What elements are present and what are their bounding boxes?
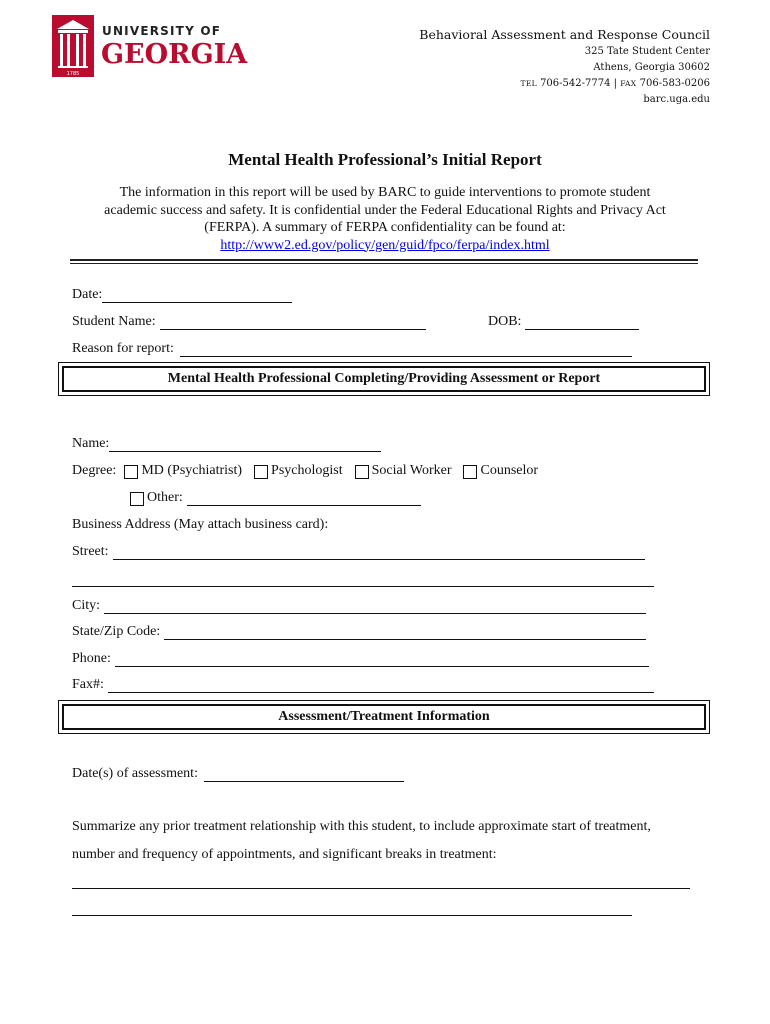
- summary-line-2: [72, 845, 497, 863]
- section-professional-header: [58, 362, 710, 396]
- street-line-2-row: [72, 569, 654, 587]
- logo-year: 1785: [66, 71, 80, 77]
- tel-number: 706-542-7774: [540, 78, 611, 89]
- psychologist-label: Psychologist: [271, 463, 343, 478]
- city-label: City:: [72, 598, 101, 613]
- degree-label: Degree:: [72, 463, 117, 478]
- fax-field-label: Fax#:: [72, 677, 104, 692]
- separator: |: [613, 78, 618, 89]
- section-assessment-header: [58, 700, 710, 734]
- summary-text-1: Summarize any prior treatment relationship with this student, to include approximate start of treatment,: [72, 819, 651, 834]
- prof-name-row: [72, 434, 381, 452]
- city-row: [72, 596, 646, 614]
- uga-logo: [52, 15, 252, 79]
- fax-row: [72, 675, 654, 693]
- logo-text-main: GEORGIA: [101, 39, 248, 70]
- street-field[interactable]: [113, 545, 645, 560]
- prof-name-label: Name:: [72, 436, 110, 451]
- section-assessment-title: Assessment/Treatment Information: [62, 704, 706, 730]
- ferpa-link[interactable]: http://www2.ed.gov/policy/gen/guid/fpco/ferpa/index.html: [220, 237, 550, 253]
- other-checkbox[interactable]: [130, 492, 144, 506]
- summary-line-1: [72, 817, 651, 835]
- tel-label: TEL: [520, 79, 537, 88]
- street-label: Street:: [72, 544, 109, 559]
- assessment-dates-label: Date(s) of assessment:: [72, 766, 198, 781]
- fax-number: 706-583-0206: [639, 78, 710, 89]
- summary-answer-row-1: [72, 871, 690, 889]
- prof-name-field[interactable]: [109, 437, 381, 452]
- other-row: [130, 488, 421, 506]
- fax-field[interactable]: [108, 678, 654, 693]
- social-worker-label: Social Worker: [371, 463, 452, 478]
- street-row: [72, 542, 645, 560]
- business-address-label: Business Address (May attach business card):: [72, 517, 329, 532]
- phone-fax: [419, 76, 710, 92]
- reason-field[interactable]: [180, 342, 632, 357]
- summary-field-2[interactable]: [72, 901, 632, 916]
- psychologist-checkbox[interactable]: [254, 465, 268, 479]
- statezip-label: State/Zip Code:: [72, 624, 161, 639]
- address-block: [419, 26, 710, 108]
- intro-line-2: academic success and safety. It is confidential under the Federal Educational Rights and Privacy Act: [104, 202, 666, 218]
- reason-label: Reason for report:: [72, 341, 174, 356]
- dob-label: DOB:: [488, 314, 522, 329]
- date-field[interactable]: [102, 288, 292, 303]
- dob-row: [488, 312, 639, 330]
- other-field[interactable]: [187, 491, 421, 506]
- student-name-row: [72, 312, 426, 330]
- dob-field[interactable]: [525, 315, 639, 330]
- divider-thin: [70, 263, 698, 264]
- student-name-field[interactable]: [160, 315, 426, 330]
- fax-label: FAX: [620, 79, 637, 88]
- phone-label: Phone:: [72, 651, 111, 666]
- date-row: [72, 285, 292, 303]
- org-name: Behavioral Assessment and Response Council: [419, 27, 710, 42]
- statezip-row: [72, 622, 646, 640]
- intro-line-3: (FERPA). A summary of FERPA confidentiality can be found at:: [204, 220, 566, 235]
- address-city: Athens, Georgia 30602: [593, 62, 710, 73]
- date-label: Date:: [72, 287, 103, 302]
- counselor-checkbox[interactable]: [463, 465, 477, 479]
- summary-field-1[interactable]: [72, 874, 690, 889]
- md-label: MD (Psychiatrist): [141, 463, 243, 478]
- assessment-dates-row: [72, 764, 404, 782]
- md-checkbox[interactable]: [124, 465, 138, 479]
- city-field[interactable]: [104, 599, 646, 614]
- assessment-dates-field[interactable]: [204, 767, 404, 782]
- website: barc.uga.edu: [643, 94, 710, 105]
- reason-row: [72, 339, 632, 357]
- section-professional-title: Mental Health Professional Completing/Providing Assessment or Report: [62, 366, 706, 392]
- phone-field[interactable]: [115, 652, 649, 667]
- summary-answer-row-2: [72, 898, 632, 916]
- summary-text-2: number and frequency of appointments, and significant breaks in treatment:: [72, 847, 497, 862]
- statezip-field[interactable]: [164, 625, 646, 640]
- uga-arch-icon: [52, 15, 252, 79]
- street-field-2[interactable]: [72, 572, 654, 587]
- counselor-label: Counselor: [480, 463, 539, 478]
- student-name-label: Student Name:: [72, 314, 156, 329]
- business-address-row: [72, 515, 328, 533]
- intro-line-1: The information in this report will be used by BARC to guide interventions to promote student: [119, 185, 651, 200]
- logo-text-top: UNIVERSITY OF: [102, 24, 222, 38]
- divider-thick: [70, 259, 698, 261]
- phone-row: [72, 649, 649, 667]
- other-label: Other:: [147, 490, 183, 505]
- social-worker-checkbox[interactable]: [355, 465, 369, 479]
- intro-text: [70, 184, 700, 254]
- page-title: Mental Health Professional’s Initial Report: [228, 150, 542, 169]
- address-street: 325 Tate Student Center: [584, 46, 710, 57]
- degree-row: [72, 461, 538, 479]
